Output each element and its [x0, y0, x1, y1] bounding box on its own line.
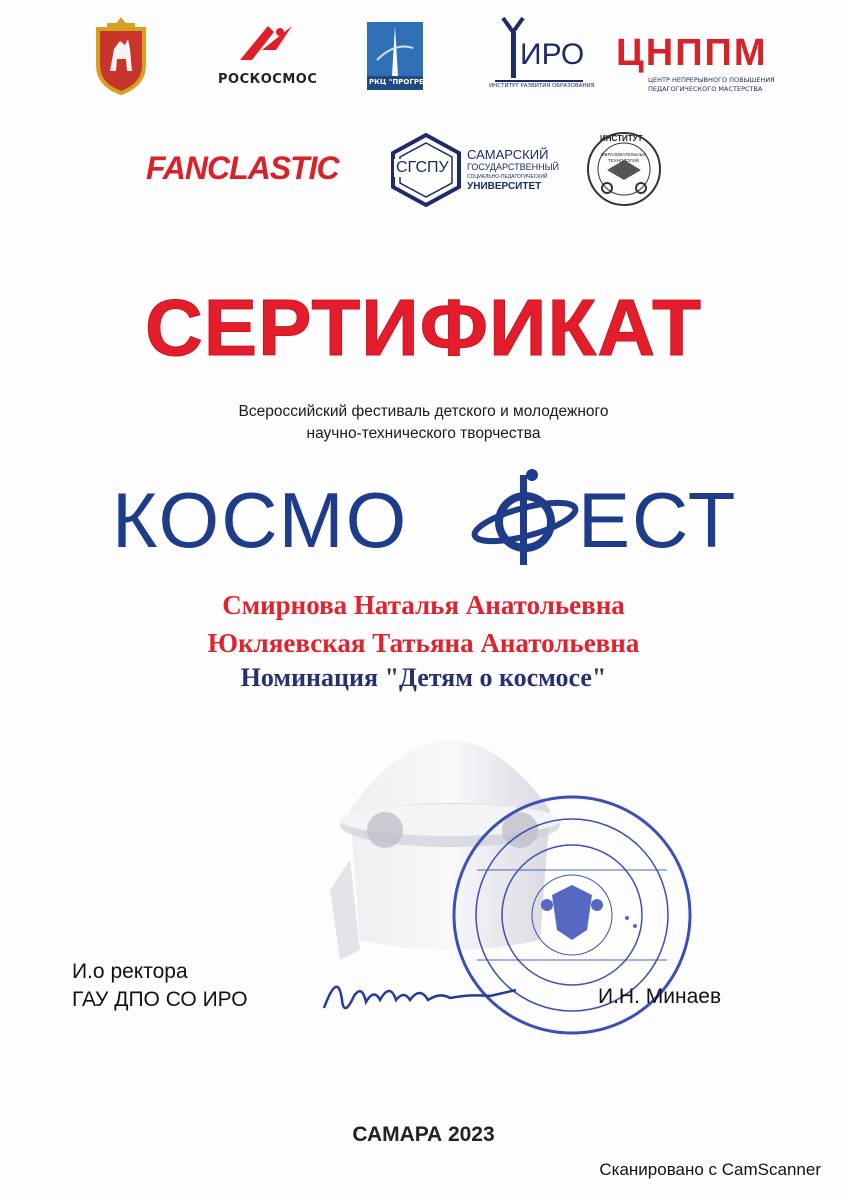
- kosmofest-left-text: КОСМО: [112, 476, 409, 564]
- roscosmos-label: РОСКОСМОС: [218, 72, 318, 87]
- festival-subtitle: [0, 401, 847, 445]
- signer-position-line2: ГАУ ДПО СО ИРО: [72, 988, 248, 1011]
- sgspu-line2: ГОСУДАРСТВЕННЫЙ: [467, 162, 560, 172]
- recipients: [0, 586, 847, 662]
- signer-position: [72, 958, 248, 1014]
- signer-position-line1: И.о ректора: [72, 960, 188, 983]
- handwritten-signature-icon: [320, 960, 520, 1030]
- recipient-name-1: Смирнова Наталья Анатольевна: [222, 590, 625, 620]
- cnppm-caption-line2: ПЕДАГОГИЧЕСКОГО МАСТЕРСТВА: [648, 85, 763, 93]
- fanclastic-wordmark: FANCLASTIC: [146, 150, 339, 186]
- sgspu-line4: УНИВЕРСИТЕТ: [467, 181, 542, 192]
- samara-region-coat-of-arms-icon: [92, 15, 150, 95]
- planet-f-icon: [470, 467, 580, 567]
- festival-subtitle-line2: научно-технического творчества: [306, 425, 541, 442]
- kosmofest-logo: [112, 475, 752, 570]
- certificate-title: СЕРТИФИКАТ: [144, 283, 703, 372]
- iro-wordmark: ИРО: [520, 38, 585, 71]
- iro-caption: ИНСТИТУТ РАЗВИТИЯ ОБРАЗОВАНИЯ: [489, 83, 595, 89]
- roscosmos-logo-icon: [232, 20, 302, 65]
- rkc-progress-label: РКЦ "ПРОГРЕСС": [369, 78, 438, 86]
- cnppm-wordmark: ЦНППМ: [616, 32, 768, 74]
- sgspu-badge: СГСПУ: [396, 159, 449, 176]
- signer-name: И.Н. Минаев: [598, 985, 722, 1008]
- sgspu-line1: САМАРСКИЙ: [467, 147, 549, 162]
- cnppm-caption-line1: ЦЕНТР НЕПРЕРЫВНОГО ПОВЫШЕНИЯ: [648, 76, 775, 84]
- sgspu-line3: СОЦИАЛЬНО-ПЕДАГОГИЧЕСКИЙ: [467, 174, 548, 180]
- nomination: Номинация "Детям о космосе": [240, 663, 607, 692]
- recipient-name-2: Юкляевская Татьяна Анатольевна: [207, 628, 640, 658]
- festival-subtitle-line1: Всероссийский фестиваль детского и молодежного: [238, 403, 609, 420]
- institute-seal-line2: ТЕХНОЛОГИЙ: [608, 158, 639, 163]
- kosmofest-right-text: ЕСТ: [578, 476, 738, 564]
- city-year: САМАРА 2023: [352, 1123, 495, 1146]
- camscanner-watermark: Сканировано с CamScanner: [595, 1160, 825, 1180]
- institute-seal-line1: ОБРАЗОВАТЕЛЬНЫХ: [601, 152, 647, 157]
- institute-seal-top-label: ИНСТИТУТ: [600, 134, 643, 143]
